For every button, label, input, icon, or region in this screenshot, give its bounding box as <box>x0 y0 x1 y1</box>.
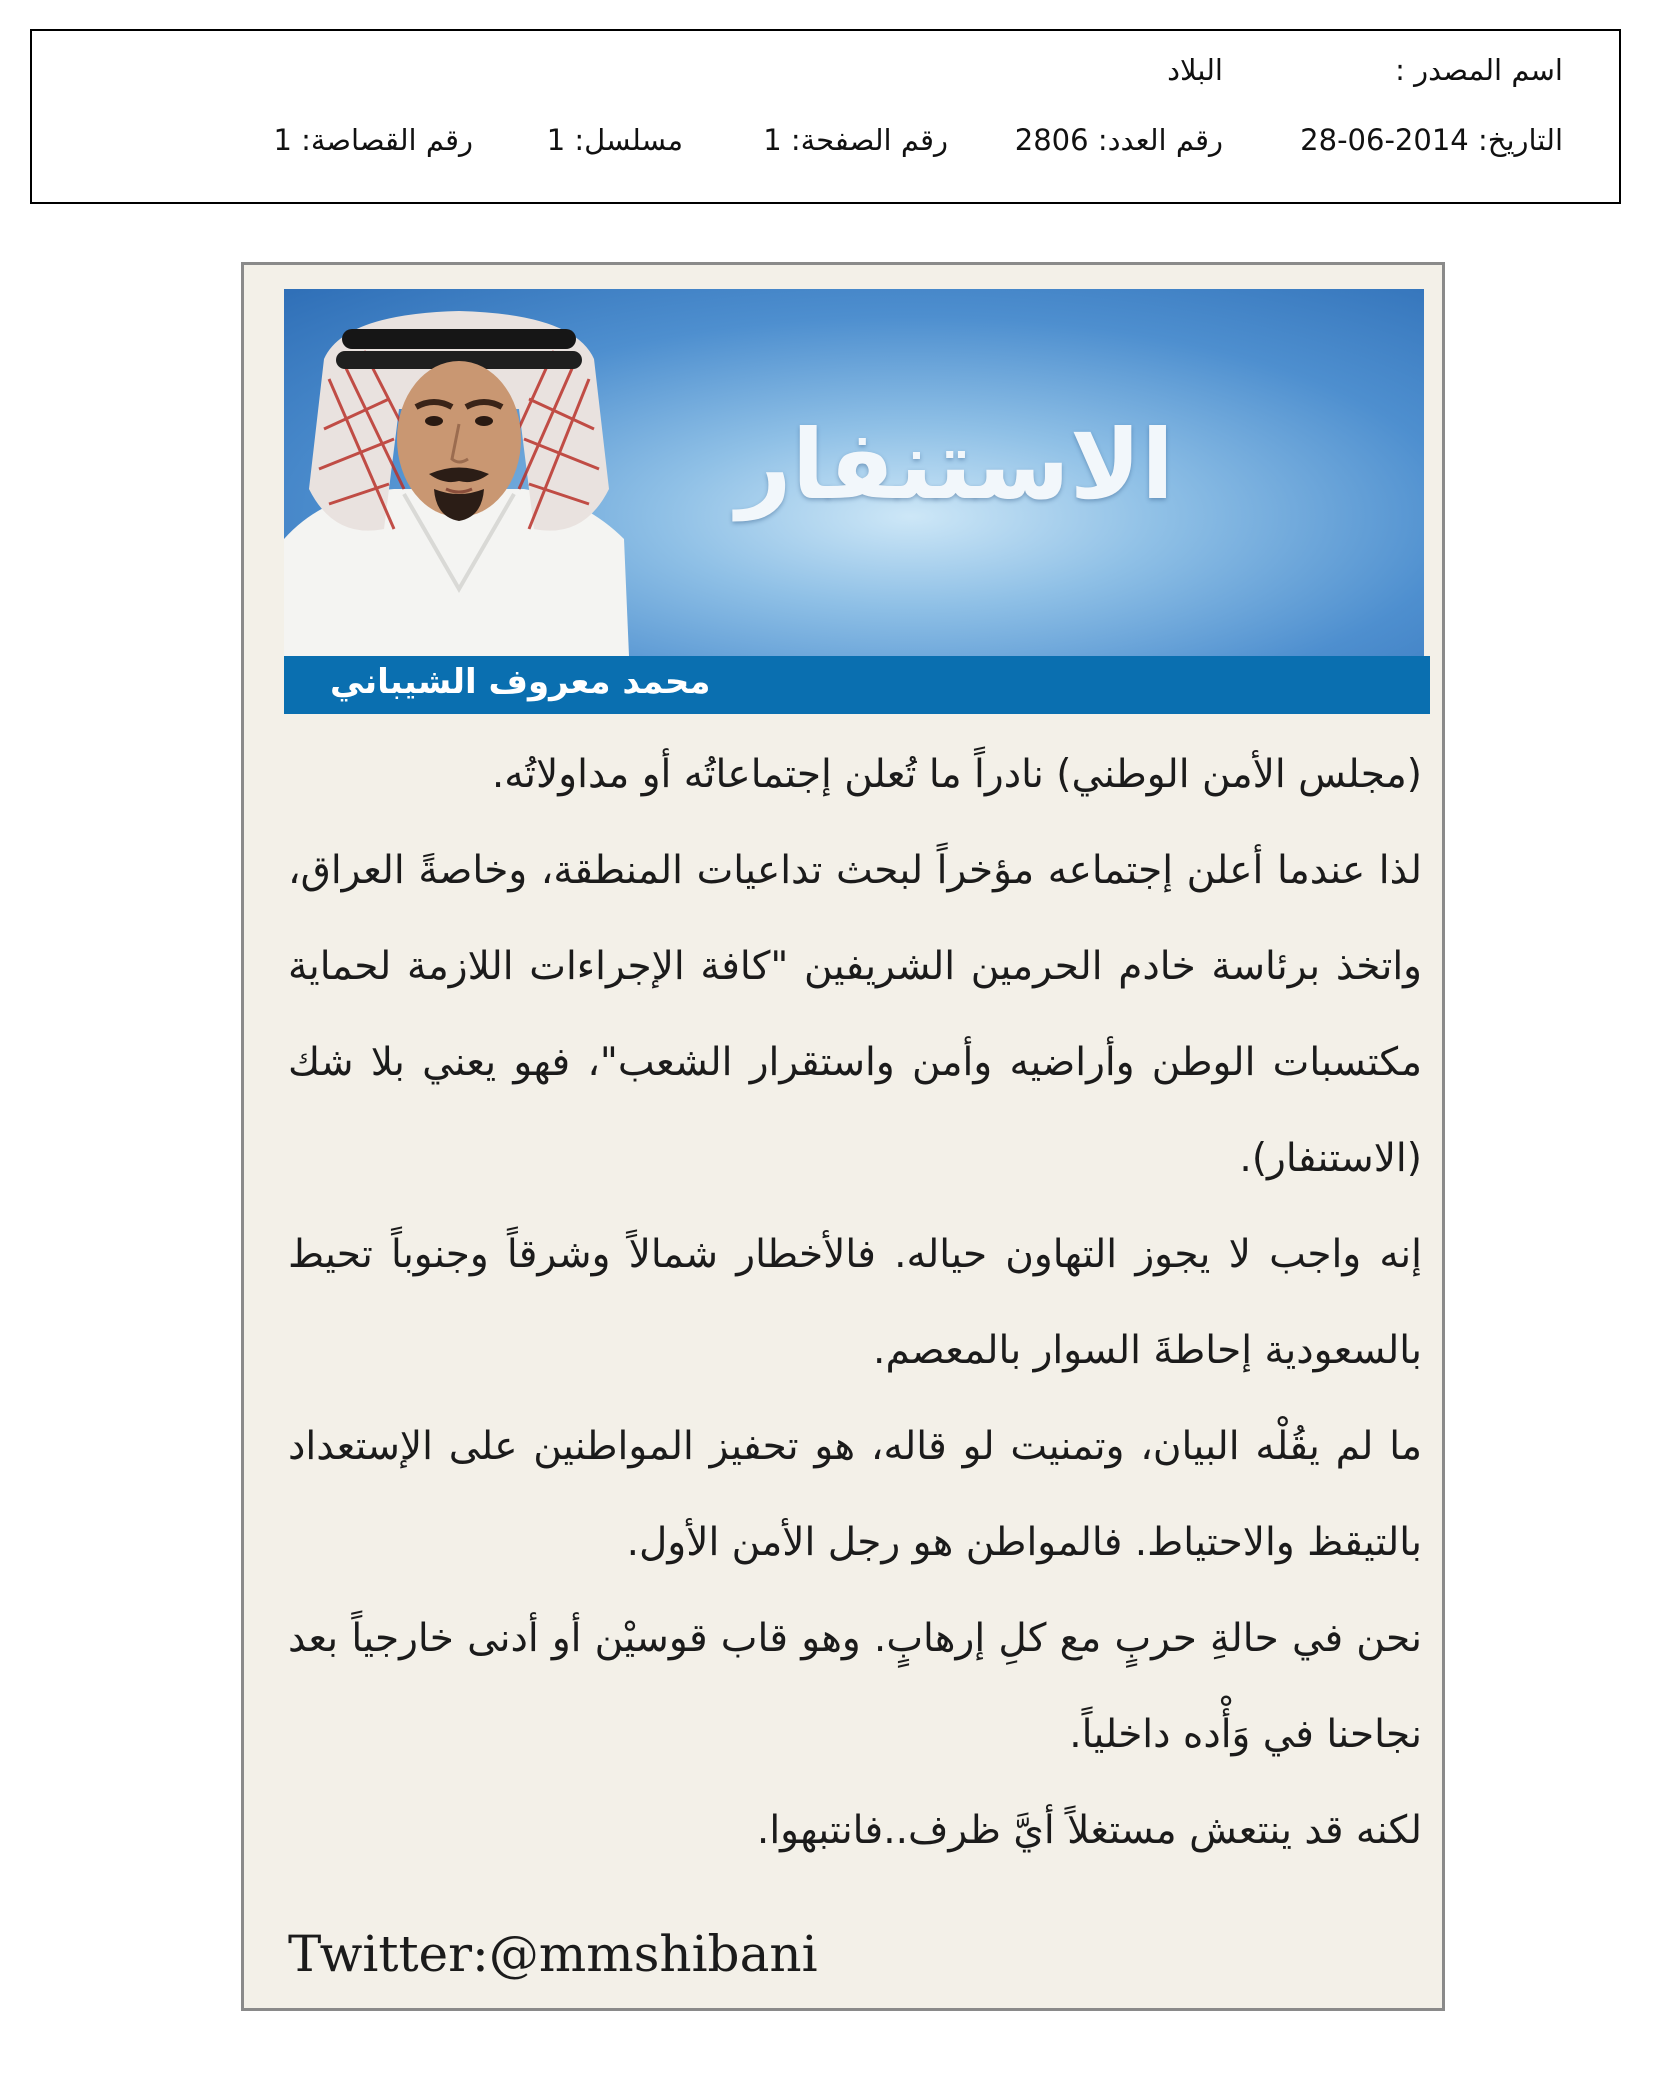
author-portrait <box>284 289 634 656</box>
issue-value: 2806 <box>1014 123 1089 157</box>
page-field <box>763 123 948 157</box>
page-label: رقم الصفحة: <box>790 123 948 157</box>
paragraph: (مجلس الأمن الوطني) نادراً ما تُعلن إجتماعاتُه أو مداولاتُه. <box>491 752 1422 797</box>
clip-field <box>273 123 473 157</box>
paragraph: لكنه قد ينتعش مستغلاً أيَّ ظرف..فانتبهوا. <box>756 1808 1422 1853</box>
issue-label: رقم العدد: <box>1097 123 1223 157</box>
serial-label: مسلسل: <box>574 123 683 157</box>
clip-label: رقم القصاصة: <box>301 123 473 157</box>
paragraph: إنه واجب لا يجوز التهاون حياله. فالأخطار شمالاً وشرقاً وجنوباً تحيط بالسعودية إحاطةَ السوار بالمعصم. <box>288 1232 1422 1373</box>
paragraph: ما لم يقُلْه البيان، وتمنيت لو قاله، هو تحفيز المواطنين على الإستعداد بالتيقظ والاحتياط. فالمواطن هو رجل الأمن الأول. <box>288 1424 1422 1565</box>
date-label: التاريخ: <box>1477 123 1563 157</box>
column-title: الاستنفار <box>736 409 1174 521</box>
column-banner <box>284 289 1424 656</box>
paragraph: نحن في حالةِ حربٍ مع كلِ إرهابٍ. وهو قاب قوسيْن أو أدنى خارجياً بعد نجاحنا في وَأْده داخلياً. <box>288 1616 1422 1757</box>
paragraph: لذا عندما أعلن إجتماعه مؤخراً لبحث تداعيات المنطقة، وخاصةً العراق، واتخذ برئاسة خادم الحرمين الشريفين "كافة الإجراءات اللازمة لحماية مكتسبات الوطن وأراضيه وأمن واستقرار الشعب"، فهو يعني بلا شك (الاستنفار). <box>288 848 1422 1181</box>
author-name: محمد معروف الشيباني <box>330 662 711 702</box>
serial-field <box>547 123 683 157</box>
date-value: 2014-06-28 <box>1300 123 1469 157</box>
source-label: اسم المصدر : <box>1395 53 1563 87</box>
issue-field <box>1015 123 1223 157</box>
source-value: البلاد <box>1167 53 1223 87</box>
clip-value: 1 <box>273 123 292 157</box>
twitter-handle: Twitter:@mmshibani <box>288 1925 818 1983</box>
serial-value: 1 <box>546 123 566 157</box>
article-clipping <box>241 262 1445 2011</box>
source-info-box <box>30 29 1621 204</box>
author-bar <box>284 656 1430 714</box>
page-value: 1 <box>763 123 782 157</box>
article-body <box>288 727 1422 1879</box>
date-field <box>1300 123 1563 157</box>
